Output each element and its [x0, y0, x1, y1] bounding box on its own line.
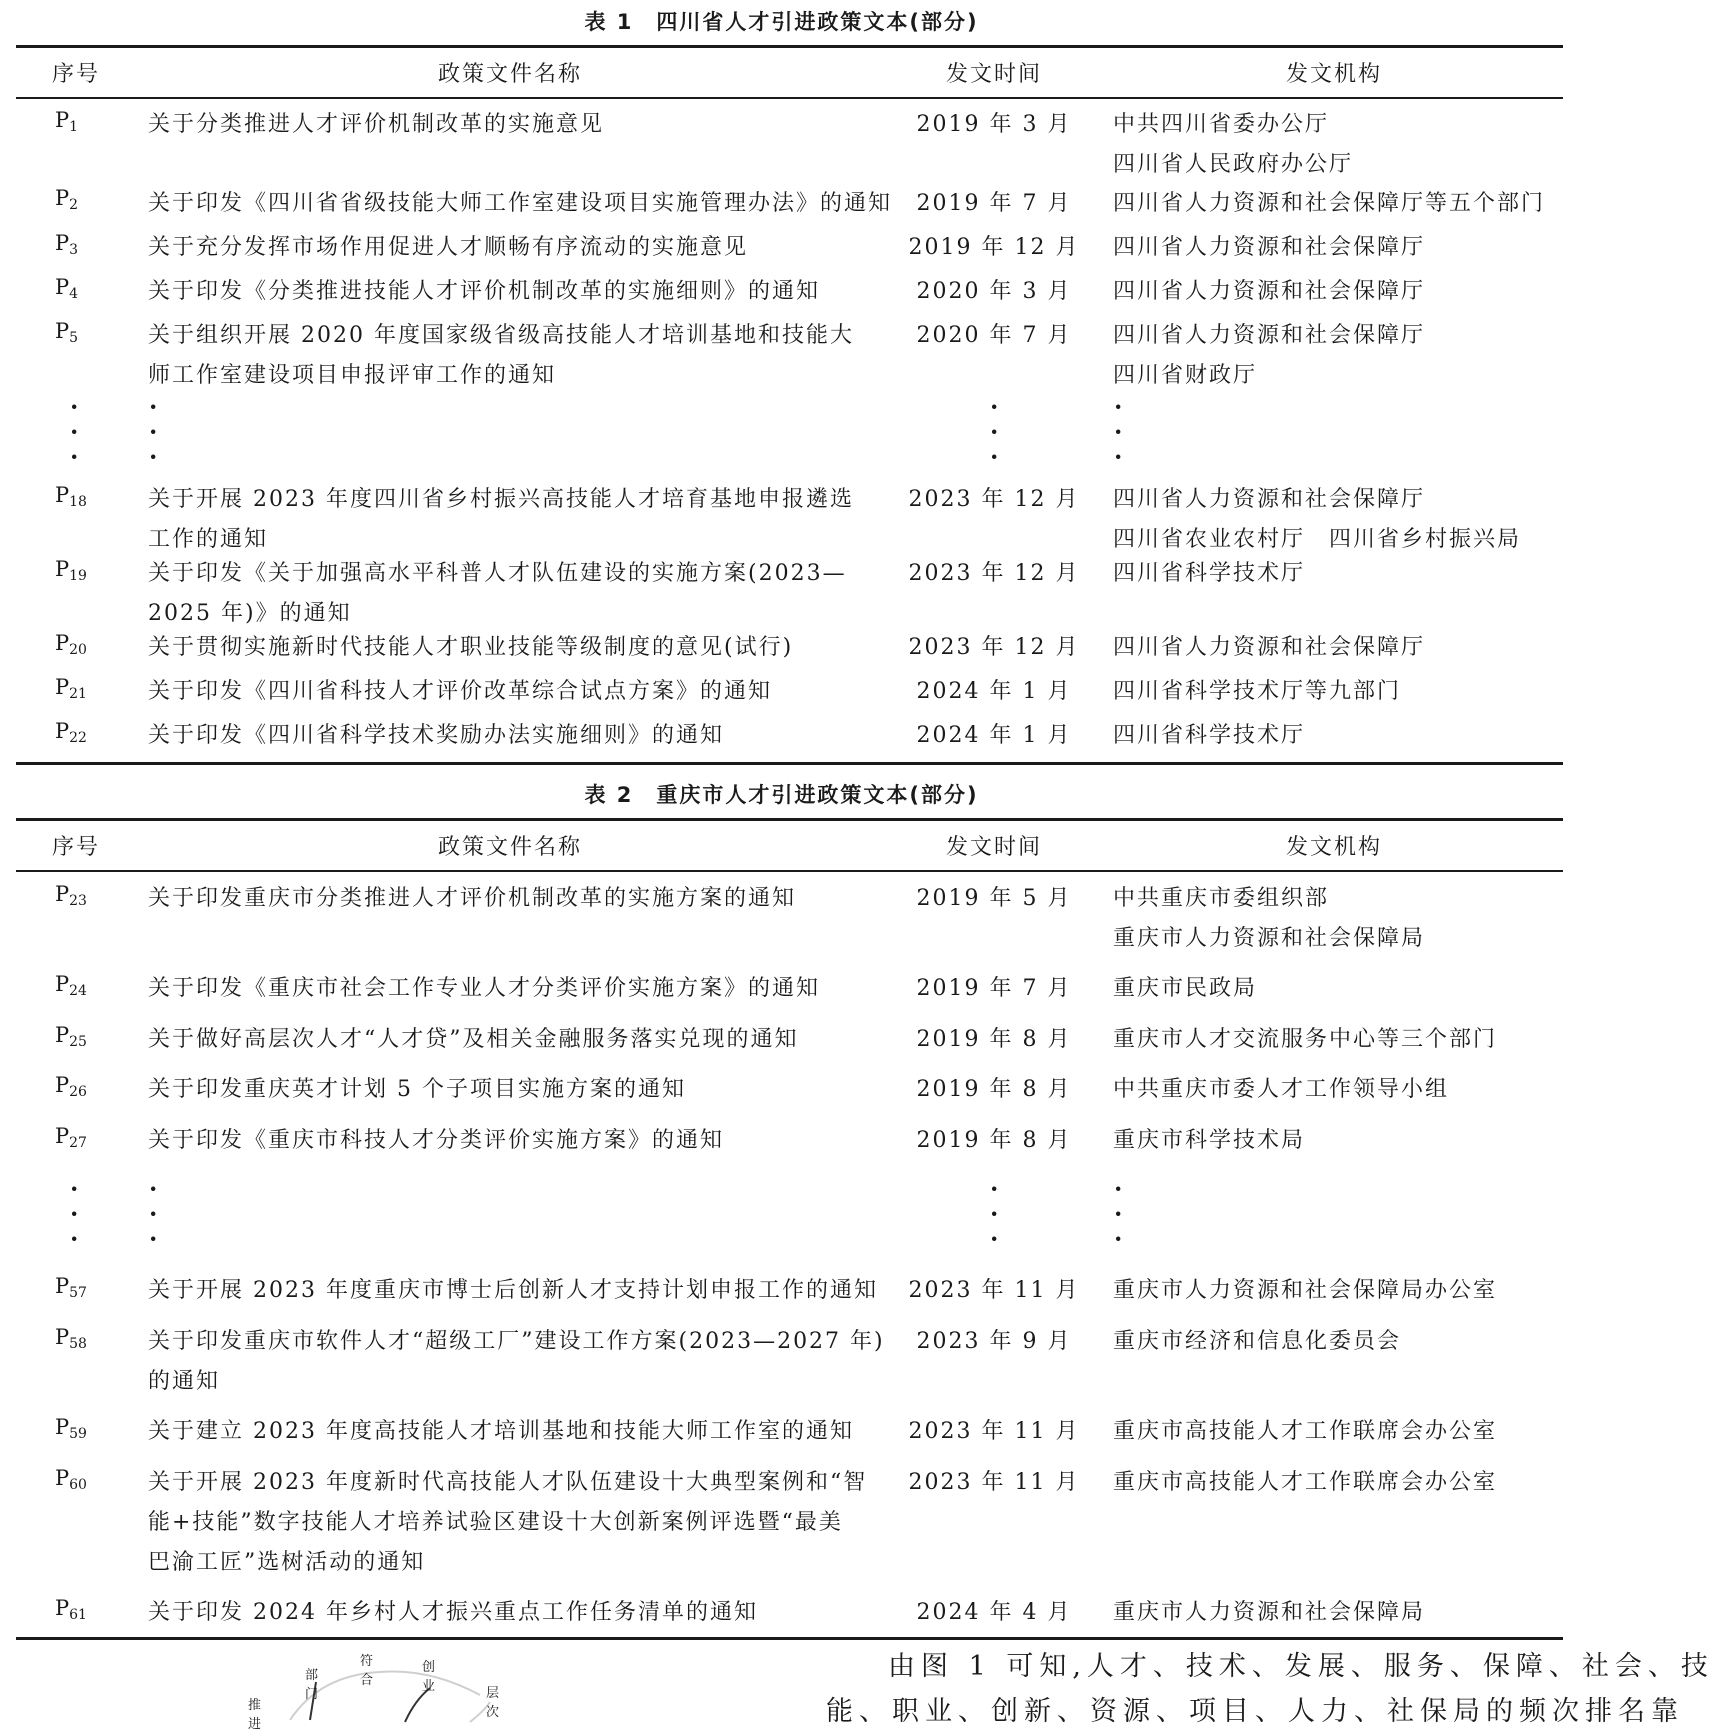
issue-date: 2019 年 8 月 — [916, 1128, 1072, 1153]
issue-date: 2024 年 1 月 — [916, 723, 1072, 748]
issue-date: 2019 年 7 月 — [916, 191, 1072, 216]
issuing-agency: 重庆市高技能人才工作联席会办公室 — [1113, 1419, 1498, 1444]
issuing-agency: 重庆市经济和信息化委员会 — [1113, 1329, 1402, 1354]
table-row-index: $P_{27}$ — [55, 1124, 87, 1151]
policy-title: 关于印发 2024 年乡村人才振兴重点工作任务清单的通知 — [148, 1600, 758, 1625]
table-row-index: $P_{21}$ — [55, 675, 87, 702]
issue-date: 2023 年 11 月 — [908, 1470, 1080, 1495]
policy-title: 关于组织开展 2020 年度国家级省级高技能人才培训基地和技能大 — [148, 323, 854, 348]
table1-bottom-rule — [16, 762, 1563, 765]
ellipsis-dots: · · · — [1114, 1174, 1123, 1253]
table-row-index: $P_2$ — [55, 186, 79, 213]
figure-word: 层次 — [486, 1686, 500, 1720]
issue-date: 2019 年 8 月 — [916, 1077, 1072, 1102]
table-row-index: $P_1$ — [55, 108, 79, 135]
issuing-agency: 重庆市高技能人才工作联席会办公室 — [1113, 1470, 1498, 1495]
table1-header-index: 序号 — [52, 62, 101, 87]
issuing-agency: 重庆市人力资源和社会保障局办公室 — [1113, 1278, 1498, 1303]
policy-title: 能+技能”数字技能人才培养试验区建设十大创新案例评选暨“最美 — [148, 1510, 843, 1535]
issuing-agency: 重庆市人力资源和社会保障局 — [1113, 926, 1426, 951]
table2-header-rule — [16, 870, 1563, 872]
table2-top-rule — [16, 818, 1563, 821]
policy-title: 关于贯彻实施新时代技能人才职业技能等级制度的意见(试行) — [148, 635, 794, 660]
issuing-agency: 四川省科学技术厅等九部门 — [1113, 679, 1402, 704]
table-row-index: $P_{23}$ — [55, 882, 87, 909]
policy-title: 巴渝工匠”选树活动的通知 — [148, 1550, 426, 1575]
figure-word: 符合 — [360, 1654, 374, 1688]
issuing-agency: 四川省财政厅 — [1113, 363, 1258, 388]
issue-date: 2019 年 7 月 — [916, 976, 1072, 1001]
issuing-agency: 四川省人力资源和社会保障厅 — [1113, 323, 1426, 348]
policy-title: 关于印发重庆市分类推进人才评价机制改革的实施方案的通知 — [148, 886, 797, 911]
policy-title: 的通知 — [148, 1369, 221, 1394]
issuing-agency: 重庆市人才交流服务中心等三个部门 — [1113, 1027, 1498, 1052]
table-row-index: $P_{26}$ — [55, 1073, 87, 1100]
policy-title: 关于分类推进人才评价机制改革的实施意见 — [148, 112, 605, 137]
table1-caption: 表 1 四川省人才引进政策文本(部分) — [584, 10, 979, 34]
table2-header-title: 政策文件名称 — [438, 835, 583, 860]
issue-date: 2019 年 5 月 — [916, 886, 1072, 911]
issuing-agency: 四川省人力资源和社会保障厅等五个部门 — [1113, 191, 1546, 216]
figure-word: 部门 — [305, 1668, 319, 1702]
ellipsis-dots: · · · — [149, 1174, 158, 1253]
table-row-index: $P_{60}$ — [55, 1466, 87, 1493]
issue-date: 2019 年 8 月 — [916, 1027, 1072, 1052]
policy-title: 师工作室建设项目申报评审工作的通知 — [148, 363, 557, 388]
figure-word: 创业 — [422, 1660, 436, 1694]
table-row-index: $P_{25}$ — [55, 1023, 87, 1050]
policy-title: 关于开展 2023 年度新时代高技能人才队伍建设十大典型案例和“智 — [148, 1470, 868, 1495]
ellipsis-dots: · · · — [149, 392, 158, 471]
policy-title: 关于印发《分类推进技能人才评价机制改革的实施细则》的通知 — [148, 279, 821, 304]
policy-title: 工作的通知 — [148, 527, 269, 552]
table-row-index: $P_4$ — [55, 275, 79, 302]
issuing-agency: 中共四川省委办公厅 — [1113, 112, 1330, 137]
issue-date: 2023 年 11 月 — [908, 1278, 1080, 1303]
issuing-agency: 四川省科学技术厅 — [1113, 561, 1306, 586]
policy-title: 关于做好高层次人才“人才贷”及相关金融服务落实兑现的通知 — [148, 1027, 799, 1052]
policy-title: 关于印发《重庆市科技人才分类评价实施方案》的通知 — [148, 1128, 725, 1153]
table-row-index: $P_{22}$ — [55, 719, 87, 746]
table-row-index: $P_{57}$ — [55, 1274, 87, 1301]
issue-date: 2023 年 11 月 — [908, 1419, 1080, 1444]
issue-date: 2023 年 12 月 — [908, 561, 1080, 586]
policy-title: 关于开展 2023 年度四川省乡村振兴高技能人才培育基地申报遴选 — [148, 487, 854, 512]
table-row-index: $P_{20}$ — [55, 631, 87, 658]
ellipsis-dots: · · · — [990, 392, 999, 471]
issuing-agency: 中共重庆市委组织部 — [1113, 886, 1330, 911]
body-paragraph-line: 由图 1 可知,人才、技术、发展、服务、保障、社会、技 — [888, 1651, 1714, 1682]
policy-title: 关于印发重庆市软件人才“超级工厂”建设工作方案(2023—2027 年) — [148, 1329, 885, 1354]
table-row-index: $P_{19}$ — [55, 557, 87, 584]
issuing-agency: 四川省科学技术厅 — [1113, 723, 1306, 748]
table2-header-agency: 发文机构 — [1286, 835, 1383, 860]
issue-date: 2024 年 4 月 — [916, 1600, 1072, 1625]
issuing-agency: 四川省人民政府办公厅 — [1113, 152, 1354, 177]
ellipsis-dots: · · · — [990, 1174, 999, 1253]
policy-title: 关于开展 2023 年度重庆市博士后创新人才支持计划申报工作的通知 — [148, 1278, 878, 1303]
table1-header-rule — [16, 97, 1563, 99]
issuing-agency: 中共重庆市委人才工作领导小组 — [1113, 1077, 1450, 1102]
table1-header-agency: 发文机构 — [1286, 62, 1383, 87]
table-row-index: $P_{61}$ — [55, 1596, 87, 1623]
ellipsis-dots: · · · — [1114, 392, 1123, 471]
table-row-index: $P_5$ — [55, 319, 79, 346]
issue-date: 2023 年 9 月 — [916, 1329, 1072, 1354]
policy-title: 关于印发《关于加强高水平科普人才队伍建设的实施方案(2023— — [148, 561, 847, 586]
table2-header-index: 序号 — [52, 835, 101, 860]
table2-caption: 表 2 重庆市人才引进政策文本(部分) — [584, 783, 979, 807]
issuing-agency: 重庆市民政局 — [1113, 976, 1258, 1001]
issue-date: 2023 年 12 月 — [908, 487, 1080, 512]
figure-word: 推进 — [248, 1698, 262, 1732]
table-row-index: $P_{59}$ — [55, 1415, 87, 1442]
body-paragraph-line: 能、职业、创新、资源、项目、人力、社保局的频次排名靠 — [826, 1696, 1684, 1727]
policy-title: 关于充分发挥市场作用促进人才顺畅有序流动的实施意见 — [148, 235, 749, 260]
table2-header-date: 发文时间 — [946, 835, 1043, 860]
table2-bottom-rule — [16, 1637, 1563, 1640]
issue-date: 2019 年 12 月 — [908, 235, 1080, 260]
table-row-index: $P_{58}$ — [55, 1325, 87, 1352]
table1-header-title: 政策文件名称 — [438, 62, 583, 87]
word-network-edges — [230, 1650, 550, 1722]
table-row-index: $P_3$ — [55, 231, 79, 258]
issuing-agency: 四川省人力资源和社会保障厅 — [1113, 235, 1426, 260]
table-row-index: $P_{18}$ — [55, 483, 87, 510]
table1-top-rule — [16, 45, 1563, 48]
issuing-agency: 四川省人力资源和社会保障厅 — [1113, 279, 1426, 304]
table-row-index: $P_{24}$ — [55, 972, 87, 999]
policy-title: 2025 年)》的通知 — [148, 601, 352, 626]
policy-title: 关于印发《四川省省级技能大师工作室建设项目实施管理办法》的通知 — [148, 191, 893, 216]
policy-title: 关于印发《重庆市社会工作专业人才分类评价实施方案》的通知 — [148, 976, 821, 1001]
issuing-agency: 重庆市科学技术局 — [1113, 1128, 1306, 1153]
issuing-agency: 四川省农业农村厅 四川省乡村振兴局 — [1113, 527, 1522, 552]
issue-date: 2020 年 7 月 — [916, 323, 1072, 348]
issue-date: 2019 年 3 月 — [916, 112, 1072, 137]
issue-date: 2023 年 12 月 — [908, 635, 1080, 660]
policy-title: 关于建立 2023 年度高技能人才培训基地和技能大师工作室的通知 — [148, 1419, 854, 1444]
table1-header-date: 发文时间 — [946, 62, 1043, 87]
policy-title: 关于印发《四川省科技人才评价改革综合试点方案》的通知 — [148, 679, 773, 704]
issuing-agency: 四川省人力资源和社会保障厅 — [1113, 635, 1426, 660]
ellipsis-dots: · · · — [70, 392, 79, 471]
policy-title: 关于印发《四川省科学技术奖励办法实施细则》的通知 — [148, 723, 725, 748]
issue-date: 2024 年 1 月 — [916, 679, 1072, 704]
ellipsis-dots: · · · — [70, 1174, 79, 1253]
issuing-agency: 四川省人力资源和社会保障厅 — [1113, 487, 1426, 512]
policy-title: 关于印发重庆英才计划 5 个子项目实施方案的通知 — [148, 1077, 686, 1102]
issuing-agency: 重庆市人力资源和社会保障局 — [1113, 1600, 1426, 1625]
issue-date: 2020 年 3 月 — [916, 279, 1072, 304]
